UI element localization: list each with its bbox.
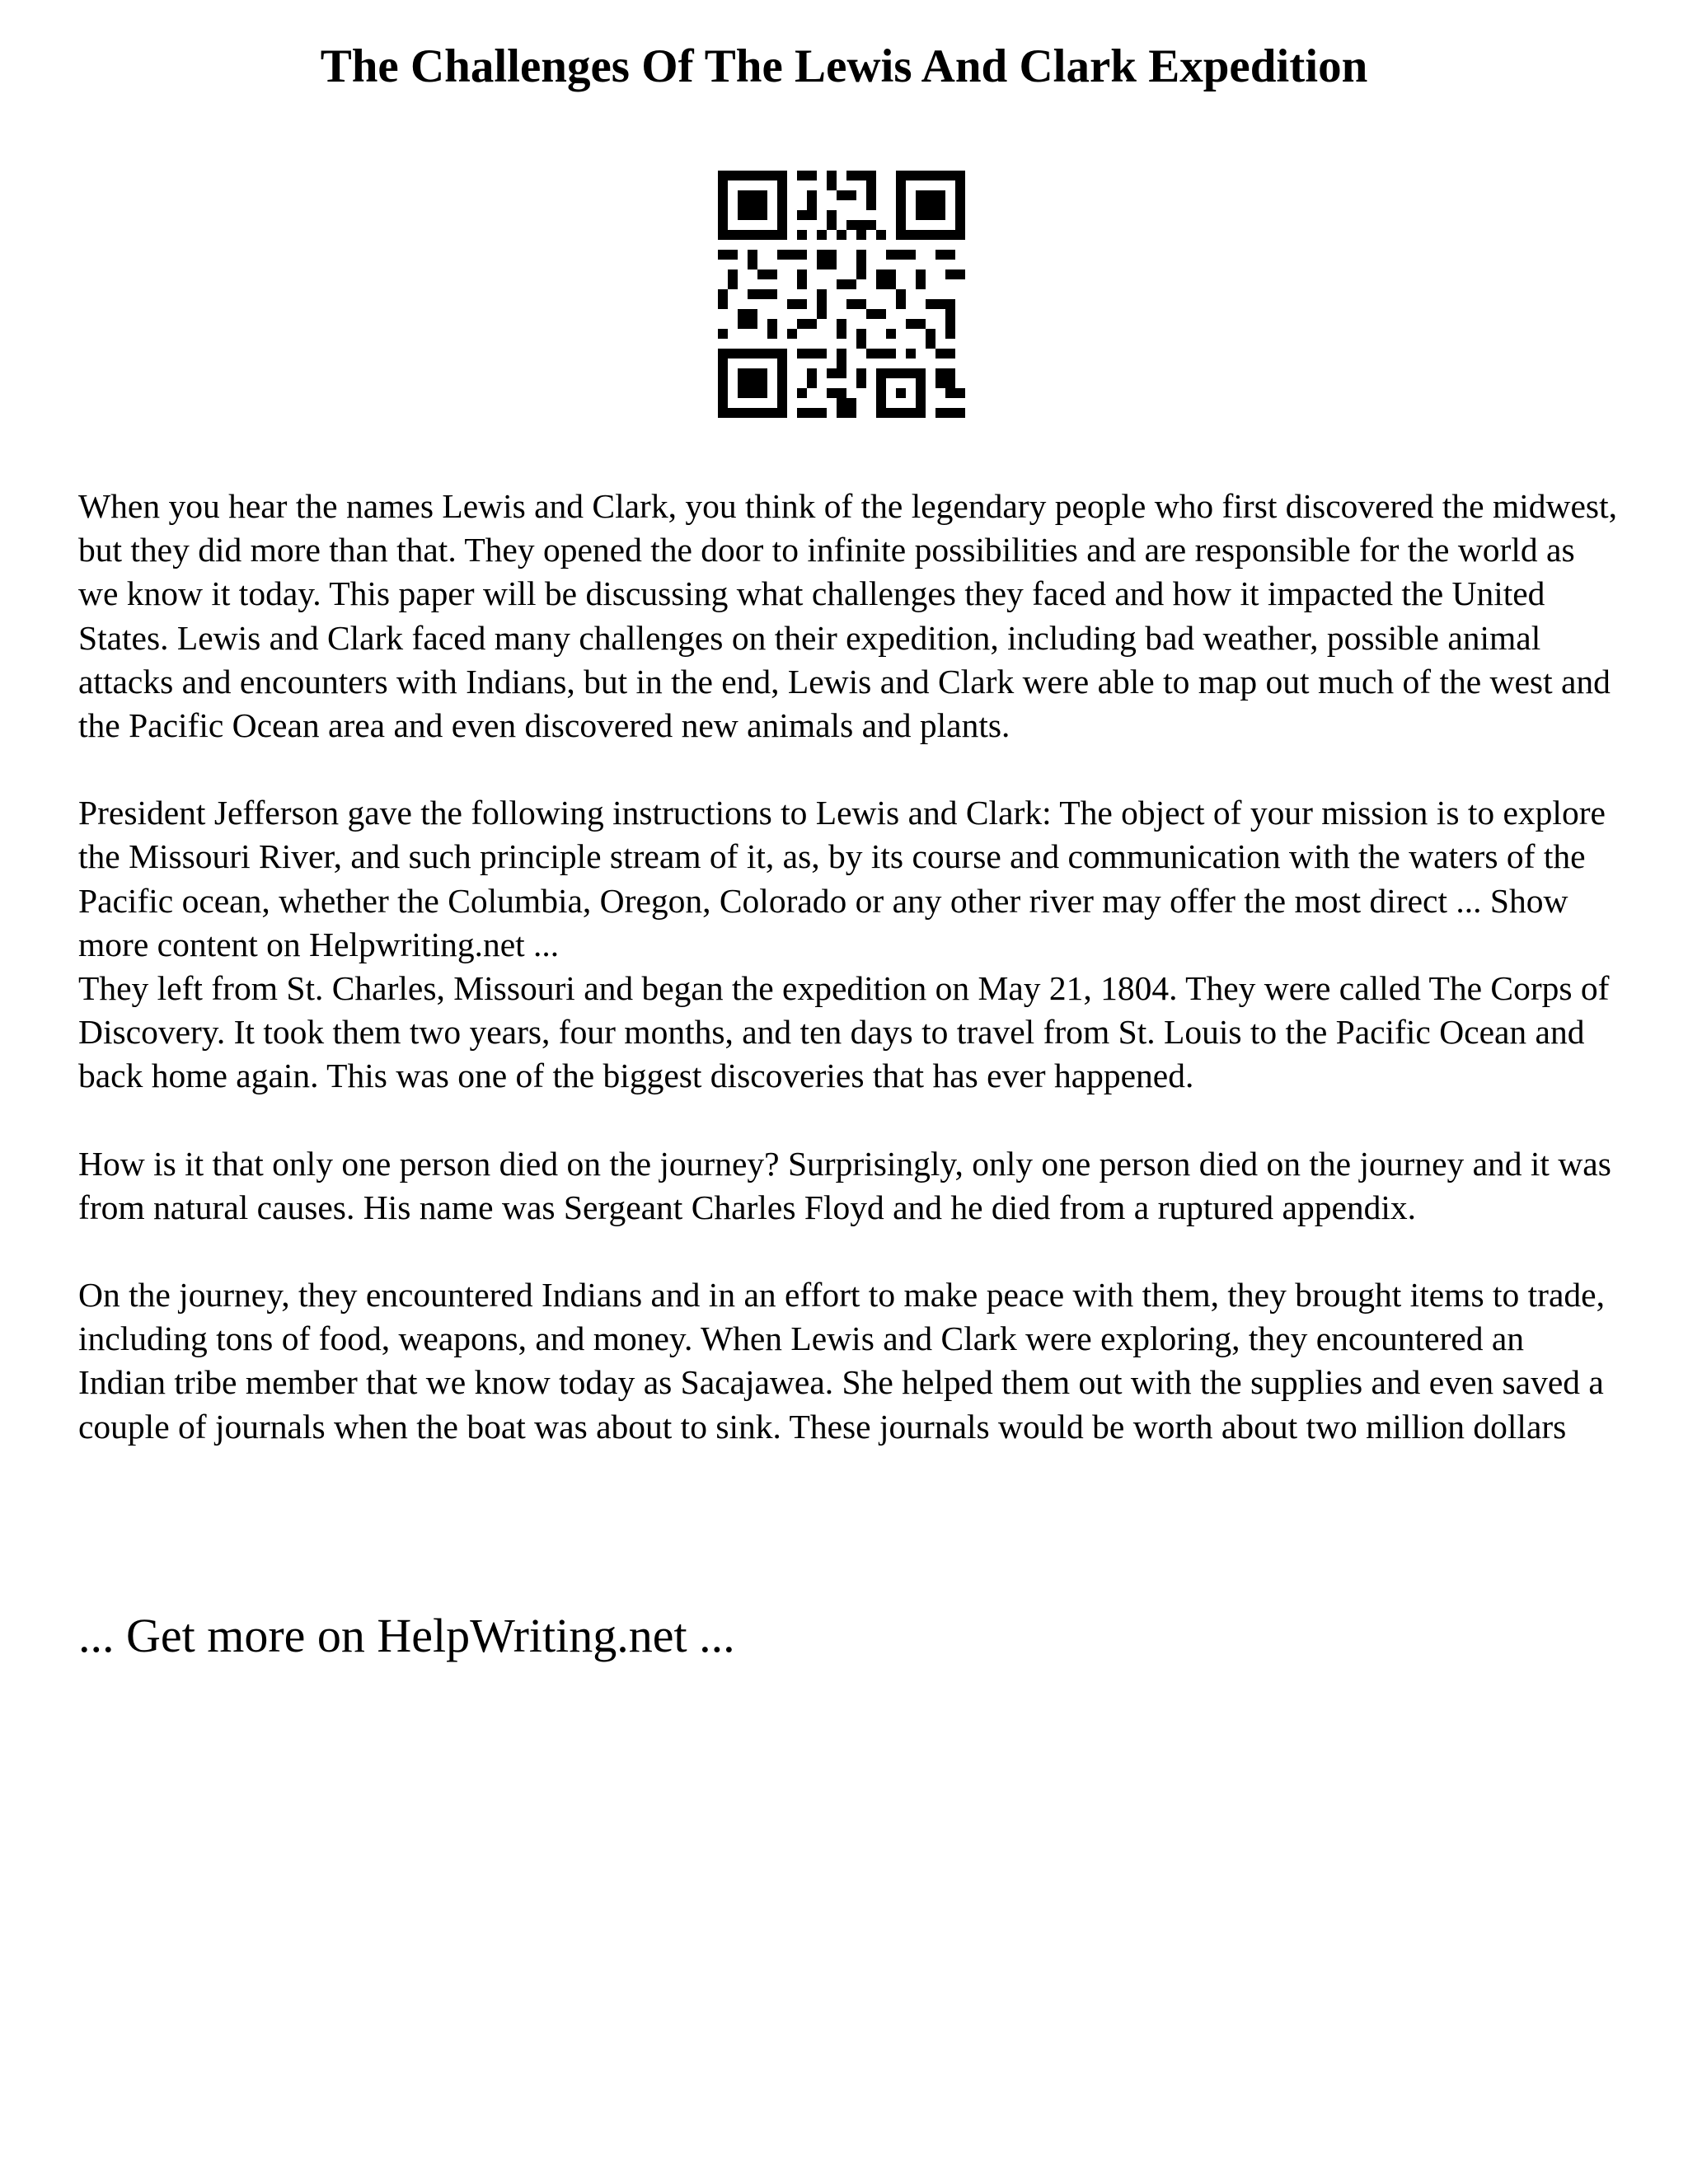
qr-code-icon[interactable] (718, 171, 965, 418)
paragraph: They left from St. Charles, Missouri and began the expedition on May 21, 1804. They were called The Corps of Discovery. It took them two years, four months, and ten days to travel from St. Louis to the Pacific Ocean and back home again. This was one of the biggest discoveries that has ever happened. (78, 969, 1610, 1095)
paragraph: President Jefferson gave the following instructions to Lewis and Clark: The object of your mission is to explore the Missouri River, and such principle stream of it, as, by its course and communication with the waters of the Pacific ocean, whether the Columbia, Oregon, Colorado or any other river may offer the most direct ... Show more content on Helpwriting.net ... (78, 794, 1606, 963)
get-more-link[interactable]: ... Get more on HelpWriting.net ... (78, 1609, 735, 1662)
paragraph-spacer (78, 1099, 1620, 1142)
qr-code-graphic (718, 171, 965, 418)
paragraph: How is it that only one person died on the journey? Surprisingly, only one person died on the journey and it was from natural causes. His name was Sergeant Charles Floyd and he died from a ruptured appendix. (78, 1144, 1611, 1226)
article-body (78, 485, 1620, 1449)
paragraph-spacer (78, 1230, 1620, 1273)
paragraph: On the journey, they encountered Indians and in an effort to make peace with them, they brought items to trade, including tons of food, weapons, and money. When Lewis and Clark were exploring, they encountered an Indian tribe member that we know today as Sacajawea. She helped them out with the supplies and even saved a couple of journals when the boat was about to sink. These journals would be worth about two million dollars (78, 1276, 1605, 1446)
page-title: The Challenges Of The Lewis And Clark Expedition (320, 40, 1368, 92)
paragraph-spacer (78, 748, 1620, 791)
paragraph: When you hear the names Lewis and Clark, you think of the legendary people who first discovered the midwest, but they did more than that. They opened the door to infinite possibilities and are responsible for the world as we know it today. This paper will be discussing what challenges they faced and how it impacted the United States. Lewis and Clark faced many challenges on their expedition, including bad weather, possible animal attacks and encounters with Indians, but in the end, Lewis and Clark were able to map out much of the west and the Pacific Ocean area and even discovered new animals and plants. (78, 487, 1617, 745)
